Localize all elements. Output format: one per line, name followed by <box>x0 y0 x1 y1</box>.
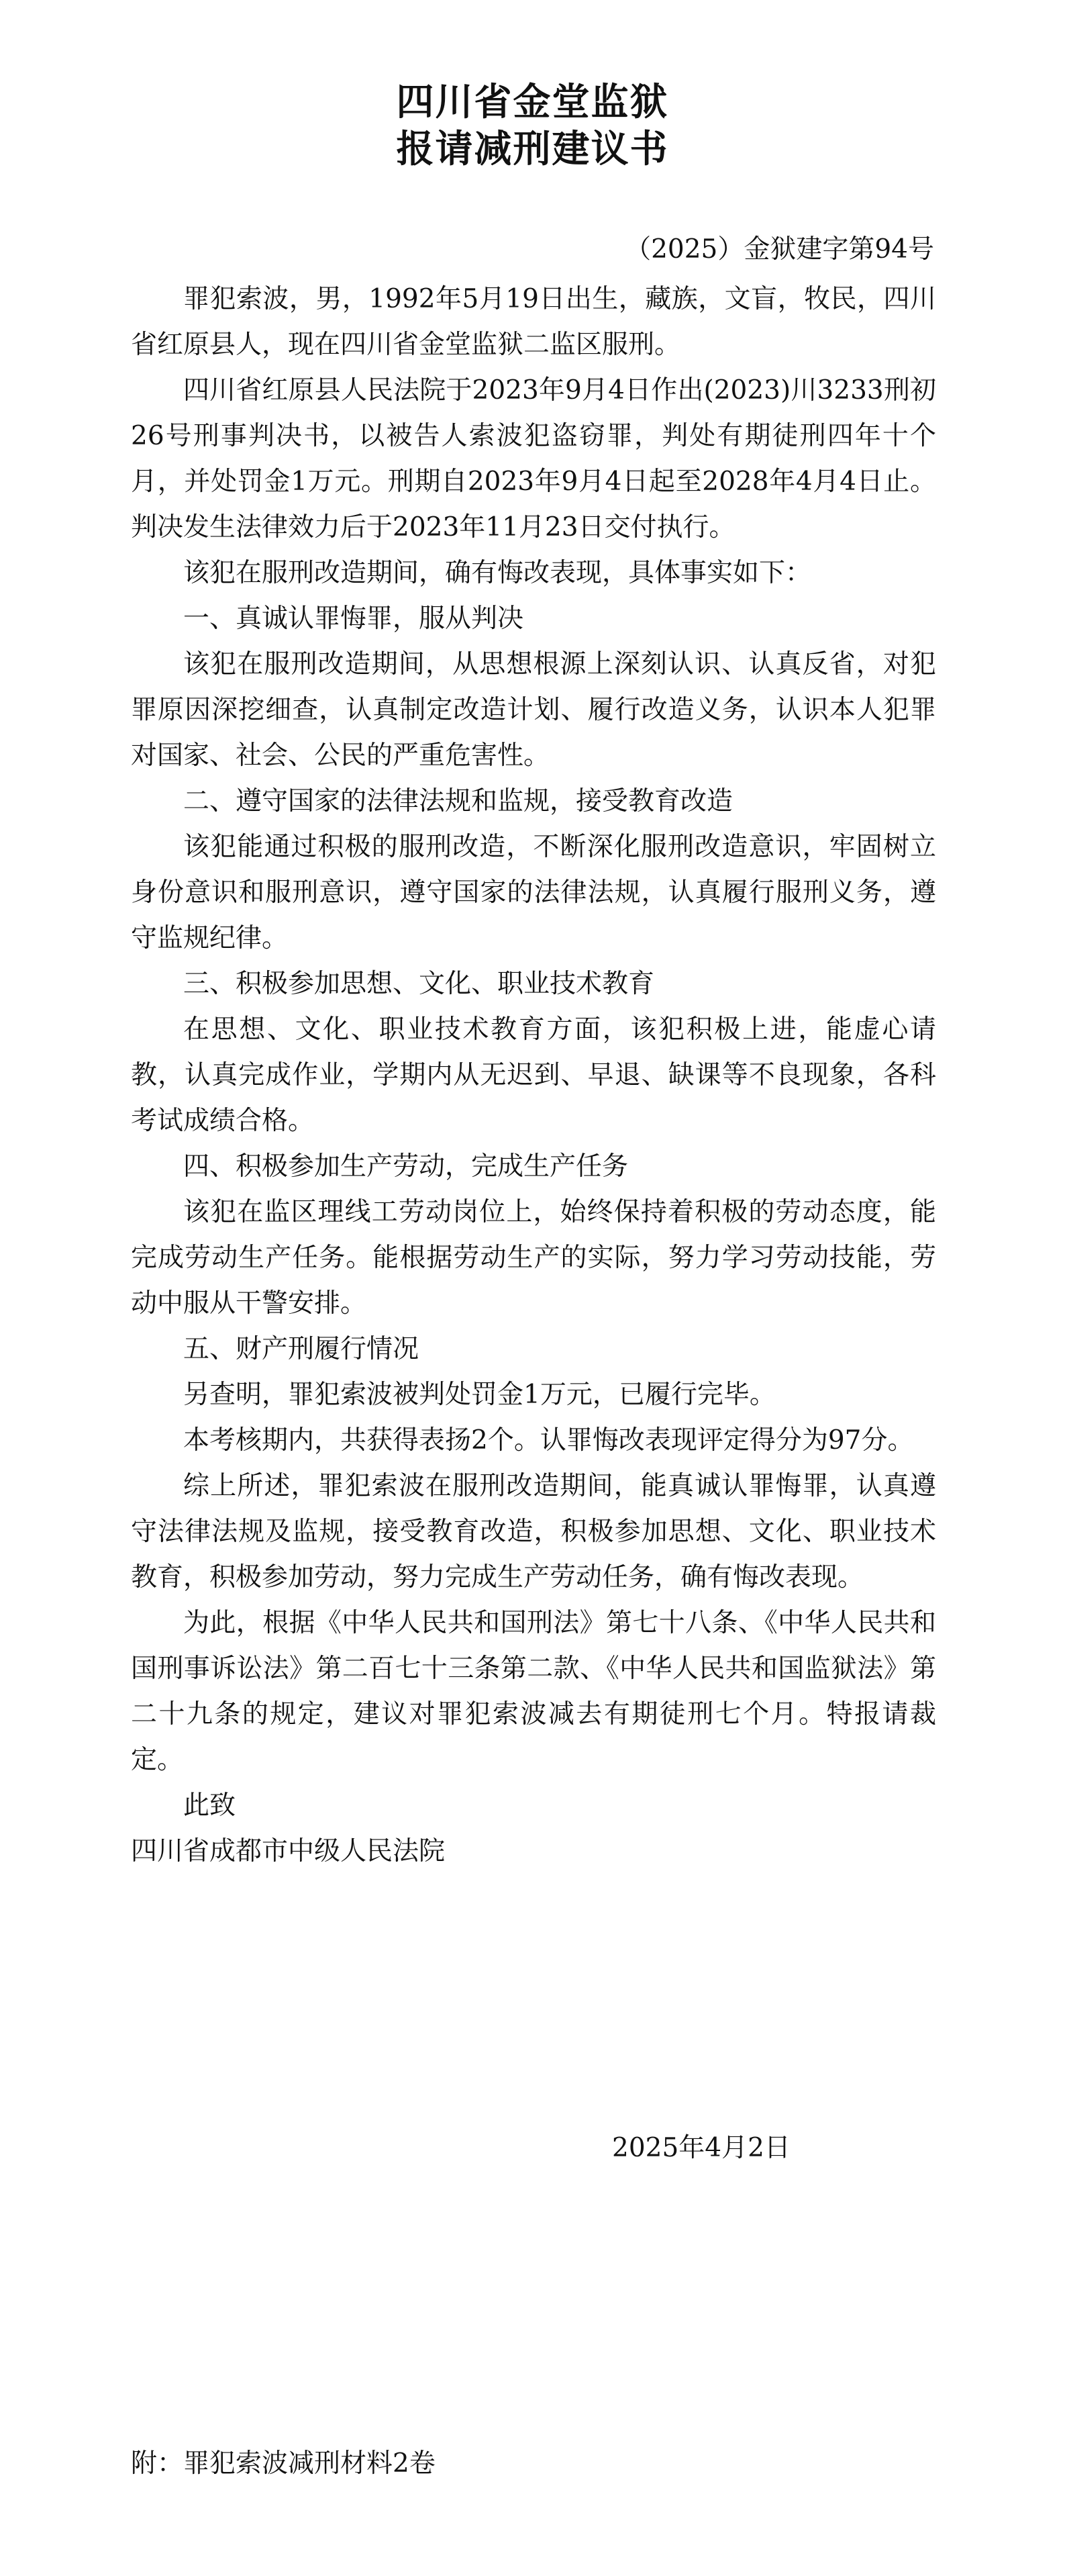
section-heading-3: 三、积极参加思想、文化、职业技术教育 <box>183 969 655 999</box>
paragraph-salutation: 此致 <box>183 1791 236 1821</box>
section-heading-5: 五、财产刑履行情况 <box>183 1334 419 1364</box>
paragraph-conclusion: 综上所述，罪犯索波在服刑改造期间，能真诚认罪悔罪，认真遵守法律法规及监规，接受教育改造，积极参加思想、文化、职业技术教育，积极参加劳动，努力完成生产劳动任务，确有悔改表现。 <box>131 1471 936 1592</box>
paragraph-judgment: 四川省红原县人民法院于2023年9月4日作出(2023)川3233刑初26号刑事判决书，以被告人索波犯盗窃罪，判处有期徒刑四年十个月，并处罚金1万元。刑期自2023年9月4日起至2028年4月4日止。判决发生法律效力后于2023年11月23日交付执行。 <box>131 375 936 542</box>
paragraph-assessment: 本考核期内，共获得表扬2个。认罪悔改表现评定得分为97分。 <box>183 1425 914 1456</box>
section-heading-2: 二、遵守国家的法律法规和监规，接受教育改造 <box>183 786 733 816</box>
addressee: 四川省成都市中级人民法院 <box>131 1836 446 1866</box>
document-title-type: 报请减刑建议书 <box>396 128 669 171</box>
paragraph-recommendation: 为此，根据《中华人民共和国刑法》第七十八条、《中华人民共和国刑事诉讼法》第二百七十三条第二款、《中华人民共和国监狱法》第二十九条的规定，建议对罪犯索波减去有期徒刑七个月。特报请裁定。 <box>131 1608 936 1775</box>
section-heading-1: 一、真诚认罪悔罪，服从判决 <box>183 604 524 634</box>
paragraph-section-3: 在思想、文化、职业技术教育方面，该犯积极上进，能虚心请教，认真完成作业，学期内从无迟到、早退、缺课等不良现象，各科考试成绩合格。 <box>131 1014 936 1136</box>
paragraph-section-5: 另查明，罪犯索波被判处罚金1万元，已履行完毕。 <box>183 1380 776 1410</box>
paragraph-summary-intro: 该犯在服刑改造期间，确有悔改表现，具体事实如下： <box>183 558 812 588</box>
paragraph-offender-info: 罪犯索波，男，1992年5月19日出生，藏族，文盲，牧民，四川省红原县人，现在四川省金堂监狱二监区服刑。 <box>131 284 936 360</box>
document-body <box>131 277 936 1874</box>
paragraph-section-4: 该犯在监区理线工劳动岗位上，始终保持着积极的劳动态度，能完成劳动生产任务。能根据劳动生产的实际，努力学习劳动技能，劳动中服从干警安排。 <box>131 1197 936 1319</box>
paragraph-section-2: 该犯能通过积极的服刑改造，不断深化服刑改造意识，牢固树立身份意识和服刑意识，遵守国家的法律法规，认真履行服刑义务，遵守监规纪律。 <box>131 832 936 953</box>
document-date: 2025年4月2日 <box>612 2133 791 2163</box>
paragraph-section-1: 该犯在服刑改造期间，从思想根源上深刻认识、认真反省，对犯罪原因深挖细查，认真制定改造计划、履行改造义务，认识本人犯罪对国家、社会、公民的严重危害性。 <box>131 649 936 771</box>
section-heading-4: 四、积极参加生产劳动，完成生产任务 <box>183 1151 629 1182</box>
document-number: （2025）金狱建字第94号 <box>625 234 934 265</box>
document-annex: 附：罪犯索波减刑材料2卷 <box>131 2448 436 2479</box>
document-title-prison: 四川省金堂监狱 <box>396 81 669 124</box>
